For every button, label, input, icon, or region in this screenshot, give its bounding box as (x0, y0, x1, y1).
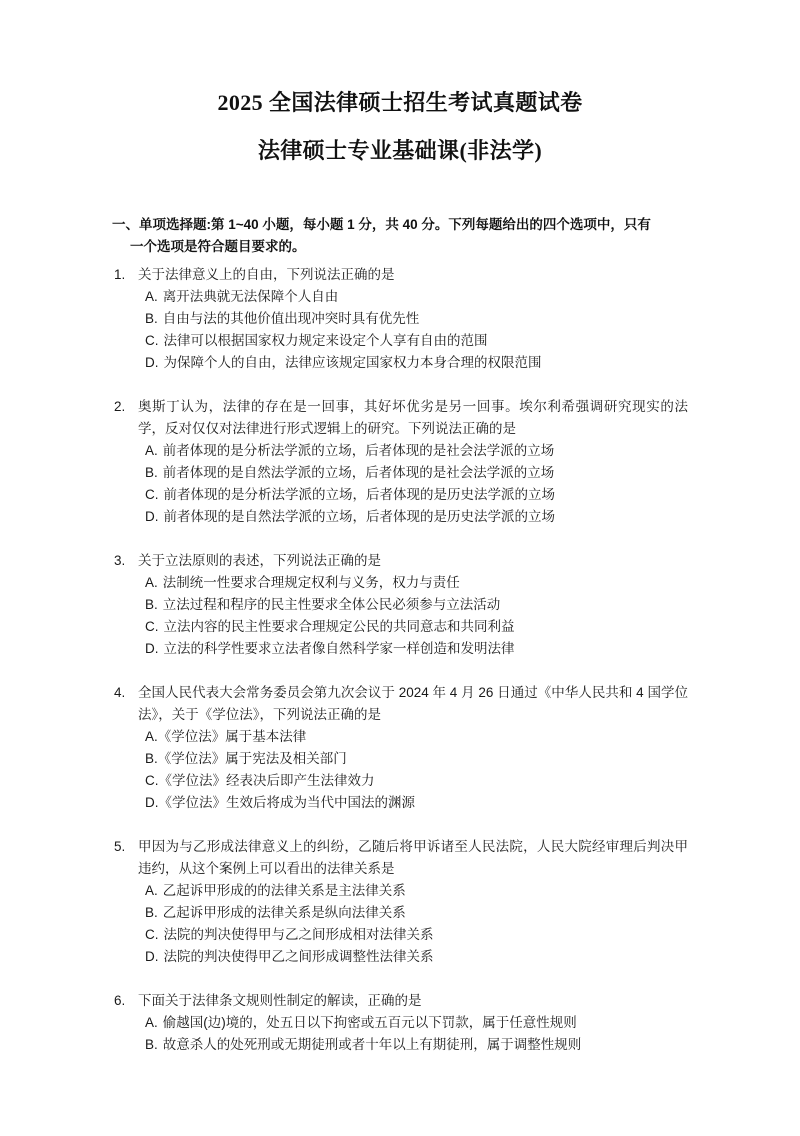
question-stem (114, 990, 688, 1012)
option-text: 偷越国(边)境的，处五日以下拘密或五百元以下罚款，属于任意性规则 (162, 1015, 577, 1030)
page-title-secondary: 法律硕士专业基础课(非法学) (257, 138, 543, 163)
question-item (114, 396, 688, 528)
option-text: 《学位法》生效后将成为当代中国法的渊源 (158, 795, 415, 810)
option-item[interactable] (145, 1012, 688, 1034)
question-number: 4. (114, 685, 126, 700)
option-item[interactable] (145, 792, 688, 814)
question-item (114, 550, 688, 660)
option-text: 乙起诉甲形成的的法律关系是主法律关系 (162, 883, 406, 898)
option-text: 《学位法》属于宪法及相关部门 (157, 751, 347, 766)
page-title-primary: 2025 全国法律硕士招生考试真题试卷 (217, 90, 583, 115)
question-stem (114, 682, 688, 726)
option-text: 立法过程和程序的民主性要求全体公民必须参与立法活动 (162, 597, 501, 612)
question-stem (114, 396, 688, 440)
option-text: 故意杀人的处死刑或无期徒刑或者十年以上有期徒刑，属于调整性规则 (162, 1037, 582, 1052)
question-stem-text: 全国人民代表大会常务委员会第九次会议于 2024 年 4 月 26 日通过《中华人民共和 4 国学位法》，关于《学位法》，下列说法正确的是 (138, 685, 688, 722)
option-text: 法制统一性要求合理规定权利与义务，权力与责任 (162, 575, 460, 590)
option-item[interactable] (145, 616, 688, 638)
option-text: 立法内容的民主性要求合理规定公民的共同意志和共同利益 (163, 619, 515, 634)
option-text: 前者体现的是自然法学派的立场，后者体现的是历史法学派的立场 (163, 509, 555, 524)
question-list (114, 264, 688, 1056)
option-letter: D. (145, 509, 159, 524)
option-item[interactable] (145, 770, 688, 792)
option-text: 法院的判决使得甲与乙之间形成相对法律关系 (163, 927, 434, 942)
option-text: 前者体现的是分析法学派的立场，后者体现的是社会法学派的立场 (162, 443, 555, 458)
option-letter: A. (145, 729, 158, 744)
option-item[interactable] (145, 924, 688, 946)
option-text: 为保障个人的自由，法律应该规定国家权力本身合理的权限范围 (163, 355, 542, 370)
question-stem-text: 关于法律意义上的自由，下列说法正确的是 (138, 267, 395, 282)
option-item[interactable] (145, 440, 688, 462)
option-text: 乙起诉甲形成的法律关系是纵向法律关系 (162, 905, 406, 920)
option-list (114, 880, 688, 968)
option-letter: A. (145, 883, 158, 898)
option-item[interactable] (145, 726, 688, 748)
option-letter: B. (145, 905, 158, 920)
question-stem (114, 550, 688, 572)
option-item[interactable] (145, 1034, 688, 1056)
option-item[interactable] (145, 462, 688, 484)
question-number: 3. (114, 553, 126, 568)
option-text: 自由与法的其他价值出现冲突时具有优先性 (162, 311, 420, 326)
option-item[interactable] (145, 902, 688, 924)
option-text: 前者体现的是自然法学派的立场，后者体现的是社会法学派的立场 (162, 465, 555, 480)
option-letter: A. (145, 1015, 158, 1030)
option-item[interactable] (145, 880, 688, 902)
option-list (114, 440, 688, 528)
section-header-line-2: 一个选项是符合题目要求的。 (130, 239, 306, 254)
option-item[interactable] (145, 572, 688, 594)
option-letter: A. (145, 575, 158, 590)
question-stem-text: 甲因为与乙形成法律意义上的纠纷，乙随后将甲诉诸至人民法院，人民大院经审理后判决甲违约，从这个案例上可以看出的法律关系是 (138, 839, 688, 876)
question-stem (114, 836, 688, 880)
option-text: 前者体现的是分析法学派的立场，后者体现的是历史法学派的立场 (163, 487, 555, 502)
question-item (114, 836, 688, 968)
option-letter: C. (145, 333, 159, 348)
option-letter: C. (145, 619, 159, 634)
option-letter: B. (145, 311, 158, 326)
option-list (114, 1012, 688, 1056)
question-stem-text: 奥斯丁认为，法律的存在是一回事，其好坏优劣是另一回事。埃尔利希强调研究现实的法学，反对仅仅对法律进行形式逻辑上的研究。下列说法正确的是 (138, 399, 688, 436)
option-list (114, 572, 688, 660)
question-number: 5. (114, 839, 126, 854)
option-item[interactable] (145, 506, 688, 528)
option-letter: A. (145, 443, 158, 458)
option-item[interactable] (145, 286, 688, 308)
option-letter: B. (145, 465, 158, 480)
option-letter: C. (145, 773, 159, 788)
question-number: 6. (114, 993, 126, 1008)
option-text: 法律可以根据国家权力规定来设定个人享有自由的范围 (163, 333, 488, 348)
option-letter: D. (145, 355, 159, 370)
option-item[interactable] (145, 308, 688, 330)
option-letter: C. (145, 927, 159, 942)
option-item[interactable] (145, 594, 688, 616)
option-letter: D. (145, 949, 159, 964)
option-text: 《学位法》属于基本法律 (157, 729, 307, 744)
question-item (114, 990, 688, 1056)
option-item[interactable] (145, 748, 688, 770)
option-text: 法院的判决使得甲乙之间形成调整性法律关系 (163, 949, 434, 964)
option-item[interactable] (145, 484, 688, 506)
option-list (114, 726, 688, 814)
title-block (0, 0, 800, 162)
option-letter: B. (145, 1037, 158, 1052)
option-item[interactable] (145, 946, 688, 968)
question-stem-text: 下面关于法律条文规则性制定的解读，正确的是 (138, 993, 422, 1008)
question-number: 1. (114, 267, 126, 282)
option-letter: C. (145, 487, 159, 502)
option-letter: D. (145, 795, 159, 810)
option-list (114, 286, 688, 374)
section-header-line-1: 一、单项选择题:第 1~40 小题，每小题 1 分，共 40 分。下列每题给出的四个选项中，只有 (112, 217, 651, 232)
question-item (114, 264, 688, 374)
option-text: 《学位法》经表决后即产生法律效力 (158, 773, 375, 788)
option-letter: A. (145, 289, 158, 304)
option-item[interactable] (145, 352, 688, 374)
option-item[interactable] (145, 638, 688, 660)
question-number: 2. (114, 399, 126, 414)
option-letter: B. (145, 751, 158, 766)
question-stem-text: 关于立法原则的表述，下列说法正确的是 (138, 553, 381, 568)
question-item (114, 682, 688, 814)
section-header (112, 214, 688, 258)
option-item[interactable] (145, 330, 688, 352)
option-letter: D. (145, 641, 159, 656)
question-stem (114, 264, 688, 286)
option-text: 立法的科学性要求立法者像自然科学家一样创造和发明法律 (163, 641, 515, 656)
option-letter: B. (145, 597, 158, 612)
option-text: 离开法典就无法保障个人自由 (162, 289, 339, 304)
